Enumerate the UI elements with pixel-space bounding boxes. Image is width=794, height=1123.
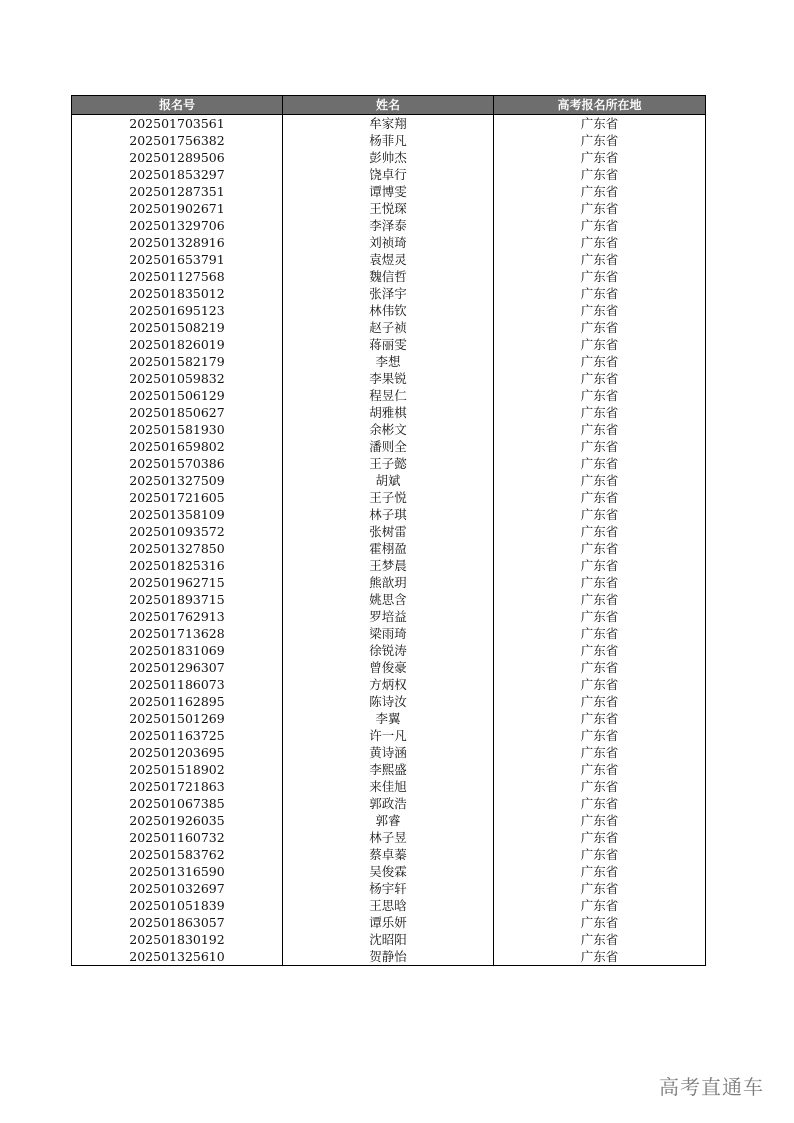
table-row <box>72 625 706 642</box>
table-row <box>72 472 706 489</box>
table-row <box>72 200 706 217</box>
registration-number-cell: 202501518902 <box>72 761 283 778</box>
student-name-cell: 张树雷 <box>283 523 494 540</box>
column-header-name: 姓名 <box>283 96 494 115</box>
table-row <box>72 829 706 846</box>
table-row <box>72 557 706 574</box>
registration-location-cell: 广东省 <box>494 778 706 795</box>
table-row <box>72 812 706 829</box>
table-row <box>72 251 706 268</box>
student-name-cell: 袁煜灵 <box>283 251 494 268</box>
table-row <box>72 421 706 438</box>
student-name-cell: 彭帅杰 <box>283 149 494 166</box>
table-row <box>72 540 706 557</box>
registration-location-cell: 广东省 <box>494 608 706 625</box>
table-row <box>72 608 706 625</box>
registration-location-cell: 广东省 <box>494 659 706 676</box>
column-header-registration-number: 报名号 <box>72 96 283 115</box>
registration-number-cell: 202501756382 <box>72 132 283 149</box>
table-row <box>72 659 706 676</box>
table-row <box>72 574 706 591</box>
table-row <box>72 387 706 404</box>
table-row <box>72 268 706 285</box>
registration-location-cell: 广东省 <box>494 370 706 387</box>
table-row <box>72 863 706 880</box>
student-name-cell: 魏信哲 <box>283 268 494 285</box>
registration-number-cell: 202501289506 <box>72 149 283 166</box>
registration-number-cell: 202501826019 <box>72 336 283 353</box>
table-row <box>72 115 706 133</box>
table-row <box>72 880 706 897</box>
table-row <box>72 948 706 966</box>
student-name-cell: 王悦琛 <box>283 200 494 217</box>
student-name-cell: 张泽宇 <box>283 285 494 302</box>
table-row <box>72 166 706 183</box>
registration-number-cell: 202501962715 <box>72 574 283 591</box>
registration-location-cell: 广东省 <box>494 948 706 966</box>
registration-location-cell: 广东省 <box>494 302 706 319</box>
registration-number-cell: 202501583762 <box>72 846 283 863</box>
registration-location-cell: 广东省 <box>494 795 706 812</box>
watermark-logo-text: 高考直通车 <box>659 1075 764 1099</box>
table-row <box>72 234 706 251</box>
student-name-cell: 郭政浩 <box>283 795 494 812</box>
registration-number-cell: 202501325610 <box>72 948 283 966</box>
registration-number-cell: 202501893715 <box>72 591 283 608</box>
registration-number-cell: 202501160732 <box>72 829 283 846</box>
registration-location-cell: 广东省 <box>494 421 706 438</box>
student-name-cell: 梁雨琦 <box>283 625 494 642</box>
student-name-cell: 罗培益 <box>283 608 494 625</box>
registration-number-cell: 202501695123 <box>72 302 283 319</box>
registration-number-cell: 202501508219 <box>72 319 283 336</box>
registration-location-cell: 广东省 <box>494 149 706 166</box>
table-row <box>72 744 706 761</box>
registration-location-cell: 广东省 <box>494 744 706 761</box>
registration-location-cell: 广东省 <box>494 183 706 200</box>
admission-roster-table <box>71 95 706 966</box>
registration-location-cell: 广东省 <box>494 200 706 217</box>
student-name-cell: 李翼 <box>283 710 494 727</box>
registration-location-cell: 广东省 <box>494 251 706 268</box>
table-row <box>72 302 706 319</box>
registration-location-cell: 广东省 <box>494 761 706 778</box>
table-row <box>72 319 706 336</box>
student-name-cell: 潘则全 <box>283 438 494 455</box>
student-name-cell: 黄诗涵 <box>283 744 494 761</box>
registration-location-cell: 广东省 <box>494 285 706 302</box>
registration-location-cell: 广东省 <box>494 523 706 540</box>
student-name-cell: 蒋丽雯 <box>283 336 494 353</box>
student-name-cell: 李果锐 <box>283 370 494 387</box>
registration-number-cell: 202501501269 <box>72 710 283 727</box>
student-name-cell: 饶卓行 <box>283 166 494 183</box>
registration-number-cell: 202501328916 <box>72 234 283 251</box>
registration-location-cell: 广东省 <box>494 557 706 574</box>
registration-location-cell: 广东省 <box>494 591 706 608</box>
student-name-cell: 谭乐妍 <box>283 914 494 931</box>
registration-location-cell: 广东省 <box>494 489 706 506</box>
student-name-cell: 曾俊豪 <box>283 659 494 676</box>
registration-number-cell: 202501327509 <box>72 472 283 489</box>
table-row <box>72 353 706 370</box>
student-name-cell: 李想 <box>283 353 494 370</box>
student-name-cell: 王子懿 <box>283 455 494 472</box>
table-row <box>72 285 706 302</box>
registration-number-cell: 202501506129 <box>72 387 283 404</box>
registration-location-cell: 广东省 <box>494 455 706 472</box>
student-name-cell: 林子昱 <box>283 829 494 846</box>
table-row <box>72 523 706 540</box>
table-row <box>72 846 706 863</box>
table-header <box>72 96 706 115</box>
registration-number-cell: 202501582179 <box>72 353 283 370</box>
student-name-cell: 熊歆玥 <box>283 574 494 591</box>
registration-number-cell: 202501329706 <box>72 217 283 234</box>
registration-number-cell: 202501162895 <box>72 693 283 710</box>
table-row <box>72 404 706 421</box>
student-name-cell: 程昱仁 <box>283 387 494 404</box>
registration-number-cell: 202501127568 <box>72 268 283 285</box>
registration-number-cell: 202501659802 <box>72 438 283 455</box>
registration-location-cell: 广东省 <box>494 353 706 370</box>
registration-location-cell: 广东省 <box>494 217 706 234</box>
student-name-cell: 徐锐涛 <box>283 642 494 659</box>
column-header-registration-location: 高考报名所在地 <box>494 96 706 115</box>
student-name-cell: 李熙盛 <box>283 761 494 778</box>
registration-number-cell: 202501358109 <box>72 506 283 523</box>
registration-location-cell: 广东省 <box>494 336 706 353</box>
student-name-cell: 刘祯琦 <box>283 234 494 251</box>
registration-location-cell: 广东省 <box>494 234 706 251</box>
student-name-cell: 吴俊霖 <box>283 863 494 880</box>
student-name-cell: 来佳旭 <box>283 778 494 795</box>
registration-number-cell: 202501570386 <box>72 455 283 472</box>
registration-number-cell: 202501830192 <box>72 931 283 948</box>
student-name-cell: 杨宇轩 <box>283 880 494 897</box>
registration-location-cell: 广东省 <box>494 625 706 642</box>
registration-number-cell: 202501713628 <box>72 625 283 642</box>
registration-number-cell: 202501316590 <box>72 863 283 880</box>
registration-location-cell: 广东省 <box>494 319 706 336</box>
table-row <box>72 642 706 659</box>
registration-number-cell: 202501163725 <box>72 727 283 744</box>
student-name-cell: 谭博雯 <box>283 183 494 200</box>
student-name-cell: 林子琪 <box>283 506 494 523</box>
registration-location-cell: 广东省 <box>494 132 706 149</box>
registration-number-cell: 202501703561 <box>72 115 283 133</box>
registration-number-cell: 202501831069 <box>72 642 283 659</box>
registration-location-cell: 广东省 <box>494 387 706 404</box>
registration-location-cell: 广东省 <box>494 472 706 489</box>
table-row <box>72 761 706 778</box>
registration-number-cell: 202501721863 <box>72 778 283 795</box>
table-row <box>72 778 706 795</box>
registration-location-cell: 广东省 <box>494 438 706 455</box>
student-name-cell: 李泽泰 <box>283 217 494 234</box>
table-row <box>72 370 706 387</box>
registration-location-cell: 广东省 <box>494 676 706 693</box>
student-name-cell: 沈昭阳 <box>283 931 494 948</box>
student-name-cell: 方炳权 <box>283 676 494 693</box>
registration-number-cell: 202501093572 <box>72 523 283 540</box>
student-name-cell: 王子悦 <box>283 489 494 506</box>
registration-location-cell: 广东省 <box>494 914 706 931</box>
table-row <box>72 336 706 353</box>
registration-number-cell: 202501721605 <box>72 489 283 506</box>
registration-number-cell: 202501296307 <box>72 659 283 676</box>
table-row <box>72 217 706 234</box>
registration-number-cell: 202501186073 <box>72 676 283 693</box>
registration-location-cell: 广东省 <box>494 812 706 829</box>
table-row <box>72 183 706 200</box>
student-name-cell: 蔡卓蓁 <box>283 846 494 863</box>
registration-number-cell: 202501032697 <box>72 880 283 897</box>
registration-number-cell: 202501067385 <box>72 795 283 812</box>
table-row <box>72 795 706 812</box>
table-row <box>72 693 706 710</box>
student-name-cell: 余彬文 <box>283 421 494 438</box>
registration-location-cell: 广东省 <box>494 166 706 183</box>
student-name-cell: 霍栩盈 <box>283 540 494 557</box>
registration-number-cell: 202501581930 <box>72 421 283 438</box>
registration-location-cell: 广东省 <box>494 931 706 948</box>
student-name-cell: 姚思含 <box>283 591 494 608</box>
table-row <box>72 149 706 166</box>
registration-number-cell: 202501051839 <box>72 897 283 914</box>
table-row <box>72 591 706 608</box>
table-row <box>72 914 706 931</box>
student-name-cell: 胡斌 <box>283 472 494 489</box>
registration-number-cell: 202501902671 <box>72 200 283 217</box>
registration-location-cell: 广东省 <box>494 863 706 880</box>
table-row <box>72 132 706 149</box>
registration-number-cell: 202501059832 <box>72 370 283 387</box>
student-name-cell: 郭睿 <box>283 812 494 829</box>
header-row <box>72 96 706 115</box>
registration-location-cell: 广东省 <box>494 710 706 727</box>
student-name-cell: 胡雅棋 <box>283 404 494 421</box>
registration-location-cell: 广东省 <box>494 506 706 523</box>
registration-location-cell: 广东省 <box>494 642 706 659</box>
student-name-cell: 杨菲凡 <box>283 132 494 149</box>
registration-location-cell: 广东省 <box>494 693 706 710</box>
registration-location-cell: 广东省 <box>494 829 706 846</box>
registration-number-cell: 202501835012 <box>72 285 283 302</box>
table-row <box>72 727 706 744</box>
table-row <box>72 676 706 693</box>
registration-location-cell: 广东省 <box>494 404 706 421</box>
student-name-cell: 赵子祯 <box>283 319 494 336</box>
student-name-cell: 陈诗汝 <box>283 693 494 710</box>
table-row <box>72 931 706 948</box>
registration-location-cell: 广东省 <box>494 846 706 863</box>
registration-number-cell: 202501825316 <box>72 557 283 574</box>
registration-number-cell: 202501653791 <box>72 251 283 268</box>
student-name-cell: 牟家翔 <box>283 115 494 133</box>
table-row <box>72 438 706 455</box>
student-name-cell: 王梦晨 <box>283 557 494 574</box>
table-row <box>72 710 706 727</box>
registration-location-cell: 广东省 <box>494 574 706 591</box>
student-name-cell: 王思晗 <box>283 897 494 914</box>
registration-number-cell: 202501863057 <box>72 914 283 931</box>
table-row <box>72 897 706 914</box>
student-name-cell: 林伟钦 <box>283 302 494 319</box>
registration-number-cell: 202501850627 <box>72 404 283 421</box>
registration-number-cell: 202501287351 <box>72 183 283 200</box>
registration-number-cell: 202501327850 <box>72 540 283 557</box>
registration-location-cell: 广东省 <box>494 897 706 914</box>
registration-number-cell: 202501853297 <box>72 166 283 183</box>
registration-location-cell: 广东省 <box>494 540 706 557</box>
registration-location-cell: 广东省 <box>494 727 706 744</box>
registration-number-cell: 202501762913 <box>72 608 283 625</box>
table-row <box>72 489 706 506</box>
registration-number-cell: 202501926035 <box>72 812 283 829</box>
registration-location-cell: 广东省 <box>494 115 706 133</box>
registration-location-cell: 广东省 <box>494 880 706 897</box>
student-name-cell: 许一凡 <box>283 727 494 744</box>
table-body <box>72 115 706 966</box>
registration-location-cell: 广东省 <box>494 268 706 285</box>
table-row <box>72 455 706 472</box>
student-name-cell: 贺静怡 <box>283 948 494 966</box>
registration-number-cell: 202501203695 <box>72 744 283 761</box>
table-row <box>72 506 706 523</box>
